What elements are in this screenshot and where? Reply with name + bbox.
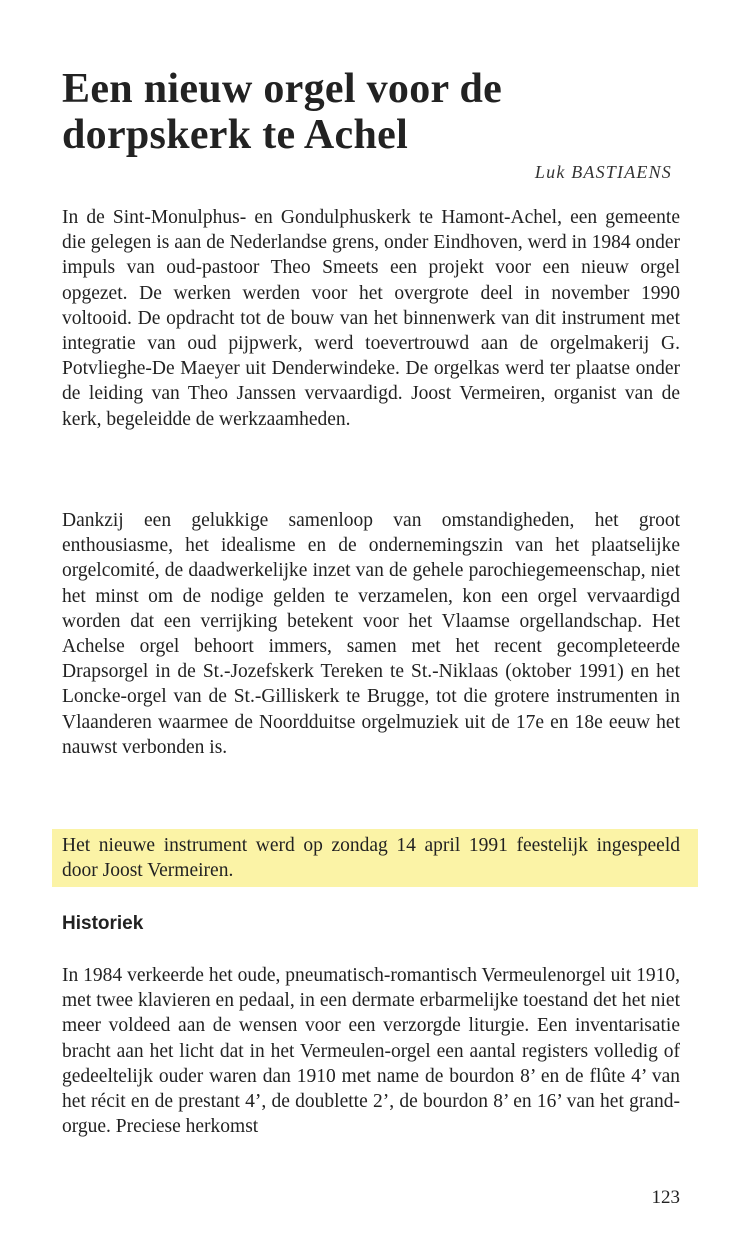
paragraph-historiek: In 1984 verkeerde het oude, pneumatisch-romantisch Vermeulenorgel uit 1910, met twee klavieren en pedaal, in een dermate erbarmelijke toestand det het niet meer voldeed aan de wensen voor een verzorgde liturgie. Een inventarisatie bracht aan het licht dat in het Vermeulen-orgel een aantal registers volledig of gedeeltelijk ouder waren dan 1910 met name de bourdon 8’ en de flûte 4’ van het récit en de prestant 4’, de doublette 2’, de bourdon 8’ en 16’ van het grand-orgue. Preciese herkomst bbox=[62, 965, 680, 1138]
paragraph-intro: In de Sint-Monulphus- en Gondulphuskerk te Hamont-Achel, een gemeente die gelegen is aan de Nederlandse grens, onder Eindhoven, werd in 1984 onder impuls van oud-pastoor Theo Smeets een projekt voor een nieuw orgel opgezet. De werken werden voor het overgrote deel in november 1990 voltooid. De opdracht tot de bouw van het binnenwerk van dit instrument met integratie van oud pijpwerk, werd toevertrouwd aan de orgelmakerij G. Potvlieghe-De Maeyer uit Denderwindeke. De orgelkas werd ter plaatse onder de leiding van Theo Janssen vervaardigd. Joost Vermeiren, organist van de kerk, begeleidde de werkzaamheden. bbox=[62, 207, 680, 430]
section-heading-historiek: Historiek bbox=[62, 913, 144, 934]
article-title: Een nieuw orgel voor de dorpskerk te Achel bbox=[62, 66, 503, 158]
highlighted-paragraph: Het nieuwe instrument werd op zondag 14 april 1991 feestelijk ingespeeld door Joost Vermeiren. bbox=[62, 835, 680, 882]
page-number: 123 bbox=[651, 1187, 680, 1208]
article-author: Luk BASTIAENS bbox=[534, 162, 672, 182]
paragraph-acknowledgement: Dankzij een gelukkige samenloop van omstandigheden, het groot enthousiasme, het idealisme en de ondernemingszin van het plaatselijke orgelcomité, de daadwerkelijke inzet van de gehele parochiegemeenschap, niet het minst om de nodige gelden te verzamelen, kon een orgel vervaardigd worden dat een verrijking betekent voor het Vlaamse orgellandschap. Het Achelse orgel behoort immers, samen met het recent gecompleteerde Drapsorgel in de St.-Jozefskerk Tereken te St.-Niklaas (oktober 1991) en het Loncke-orgel van de St.-Gilliskerk te Brugge, tot die grotere instrumenten in Vlaanderen waarmee de Noordduitse orgelmuziek uit de 17e en 18e eeuw het nauwst verbonden is. bbox=[62, 510, 680, 758]
